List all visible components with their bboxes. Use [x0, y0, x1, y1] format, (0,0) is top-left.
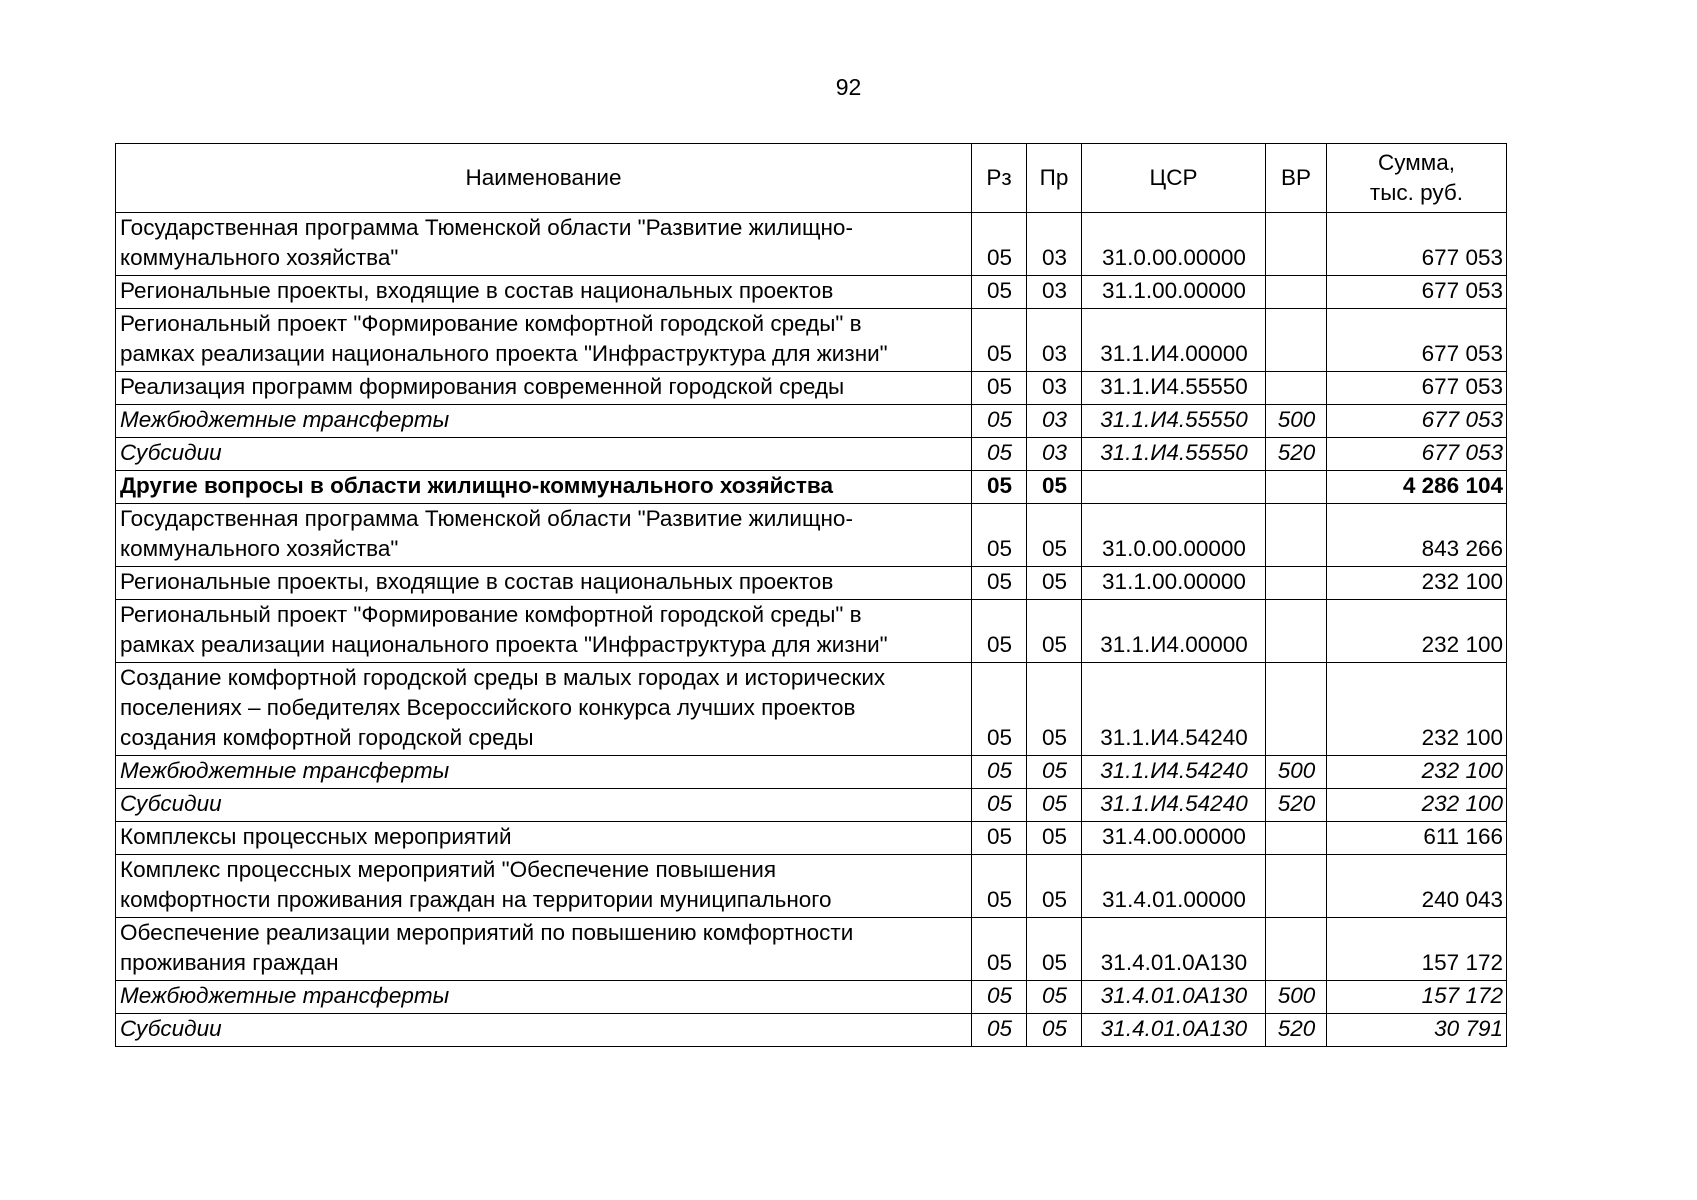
cell-sum: 232 100	[1327, 600, 1507, 663]
cell-sum: 232 100	[1327, 567, 1507, 600]
header-vr: ВР	[1266, 144, 1327, 213]
cell-pr: 05	[1027, 1014, 1082, 1047]
cell-rz: 05	[972, 756, 1027, 789]
cell-sum: 232 100	[1327, 789, 1507, 822]
cell-name-line: Реализация программ формирования современной городской среды	[120, 374, 845, 399]
cell-pr: 05	[1027, 471, 1082, 504]
cell-csr: 31.4.00.00000	[1082, 822, 1266, 855]
cell-vr	[1266, 600, 1327, 663]
cell-name	[116, 213, 972, 276]
cell-sum: 677 053	[1327, 309, 1507, 372]
cell-csr: 31.1.И4.55550	[1082, 405, 1266, 438]
cell-rz: 05	[972, 600, 1027, 663]
cell-name	[116, 567, 972, 600]
cell-name	[116, 504, 972, 567]
cell-rz: 05	[972, 918, 1027, 981]
table-row	[116, 567, 1507, 600]
table-row	[116, 756, 1507, 789]
cell-name-line: поселениях – победителях Всероссийского конкурса лучших проектов	[120, 695, 856, 720]
cell-name-line: Межбюджетные трансферты	[120, 758, 450, 783]
table-row	[116, 981, 1507, 1014]
cell-name	[116, 1014, 972, 1047]
table-body	[116, 213, 1507, 1047]
cell-csr: 31.1.И4.54240	[1082, 663, 1266, 756]
cell-pr: 05	[1027, 855, 1082, 918]
cell-csr: 31.1.И4.55550	[1082, 372, 1266, 405]
cell-csr: 31.1.И4.54240	[1082, 789, 1266, 822]
cell-name-line: Субсидии	[120, 1016, 222, 1041]
header-sum-line2: тыс. руб.	[1369, 180, 1464, 205]
cell-csr: 31.4.01.0А130	[1082, 981, 1266, 1014]
cell-name-line: Межбюджетные трансферты	[120, 407, 450, 432]
cell-pr: 03	[1027, 438, 1082, 471]
cell-csr: 31.4.01.0А130	[1082, 918, 1266, 981]
cell-sum: 677 053	[1327, 438, 1507, 471]
cell-csr: 31.1.И4.55550	[1082, 438, 1266, 471]
table-row	[116, 822, 1507, 855]
cell-vr: 500	[1266, 981, 1327, 1014]
cell-rz: 05	[972, 822, 1027, 855]
cell-rz: 05	[972, 981, 1027, 1014]
cell-sum: 677 053	[1327, 372, 1507, 405]
cell-name-line: Комплексы процессных мероприятий	[120, 824, 512, 849]
table-row	[116, 789, 1507, 822]
cell-name	[116, 663, 972, 756]
cell-name	[116, 438, 972, 471]
cell-name-line: коммунального хозяйства"	[120, 245, 399, 270]
cell-rz: 05	[972, 213, 1027, 276]
cell-name-line: Субсидии	[120, 440, 222, 465]
cell-name-line: создания комфортной городской среды	[120, 725, 534, 750]
cell-sum: 677 053	[1327, 405, 1507, 438]
cell-name-line: Комплекс процессных мероприятий "Обеспечение повышения	[120, 857, 777, 882]
cell-sum: 677 053	[1327, 276, 1507, 309]
cell-name	[116, 822, 972, 855]
cell-rz: 05	[972, 1014, 1027, 1047]
cell-rz: 05	[972, 309, 1027, 372]
table-row	[116, 1014, 1507, 1047]
cell-name	[116, 981, 972, 1014]
cell-rz: 05	[972, 663, 1027, 756]
cell-name-line: Региональные проекты, входящие в состав национальных проектов	[120, 278, 834, 303]
cell-pr: 03	[1027, 405, 1082, 438]
page-number: 92	[835, 74, 862, 100]
cell-name	[116, 756, 972, 789]
cell-name	[116, 405, 972, 438]
cell-csr: 31.4.01.00000	[1082, 855, 1266, 918]
cell-sum: 611 166	[1327, 822, 1507, 855]
cell-vr	[1266, 471, 1327, 504]
cell-name-line: Межбюджетные трансферты	[120, 983, 450, 1008]
cell-name-line: комфортности проживания граждан на территории муниципального	[120, 887, 832, 912]
cell-rz: 05	[972, 855, 1027, 918]
cell-pr: 03	[1027, 213, 1082, 276]
cell-pr: 05	[1027, 567, 1082, 600]
table-row	[116, 663, 1507, 756]
cell-sum: 677 053	[1327, 213, 1507, 276]
table-row	[116, 855, 1507, 918]
cell-rz: 05	[972, 471, 1027, 504]
cell-pr: 05	[1027, 822, 1082, 855]
cell-rz: 05	[972, 276, 1027, 309]
cell-name-line: проживания граждан	[120, 950, 339, 975]
cell-vr	[1266, 822, 1327, 855]
header-sum-line1: Сумма,	[1378, 150, 1455, 175]
cell-sum: 232 100	[1327, 663, 1507, 756]
cell-vr	[1266, 663, 1327, 756]
cell-name	[116, 600, 972, 663]
cell-rz: 05	[972, 372, 1027, 405]
cell-csr: 31.1.И4.00000	[1082, 309, 1266, 372]
table-row	[116, 405, 1507, 438]
cell-csr: 31.0.00.00000	[1082, 213, 1266, 276]
cell-name-line: Другие вопросы в области жилищно-коммунального хозяйства	[120, 473, 833, 498]
cell-sum: 157 172	[1327, 918, 1507, 981]
header-name: Наименование	[116, 144, 972, 213]
table-row	[116, 471, 1507, 504]
cell-name-line: рамках реализации национального проекта "Инфраструктура для жизни"	[120, 632, 888, 657]
cell-name-line: Создание комфортной городской среды в малых городах и исторических	[120, 665, 886, 690]
cell-vr	[1266, 276, 1327, 309]
cell-csr: 31.1.00.00000	[1082, 567, 1266, 600]
cell-name-line: Обеспечение реализации мероприятий по повышению комфортности	[120, 920, 854, 945]
cell-name-line: Государственная программа Тюменской области "Развитие жилищно-	[120, 215, 853, 240]
cell-csr: 31.1.И4.54240	[1082, 756, 1266, 789]
cell-sum: 843 266	[1327, 504, 1507, 567]
cell-pr: 05	[1027, 756, 1082, 789]
cell-name-line: рамках реализации национального проекта "Инфраструктура для жизни"	[120, 341, 888, 366]
cell-pr: 05	[1027, 663, 1082, 756]
header-pr: Пр	[1027, 144, 1082, 213]
cell-vr: 520	[1266, 1014, 1327, 1047]
table-row	[116, 600, 1507, 663]
cell-name-line: Региональный проект "Формирование комфортной городской среды" в	[120, 602, 862, 627]
cell-pr: 03	[1027, 276, 1082, 309]
table-row	[116, 504, 1507, 567]
cell-name	[116, 372, 972, 405]
cell-name-line: Региональные проекты, входящие в состав национальных проектов	[120, 569, 834, 594]
header-csr: ЦСР	[1082, 144, 1266, 213]
cell-csr: 31.1.00.00000	[1082, 276, 1266, 309]
cell-vr	[1266, 567, 1327, 600]
cell-pr: 03	[1027, 309, 1082, 372]
cell-csr: 31.0.00.00000	[1082, 504, 1266, 567]
cell-name-line: Субсидии	[120, 791, 222, 816]
cell-name	[116, 855, 972, 918]
cell-vr	[1266, 855, 1327, 918]
cell-sum: 30 791	[1327, 1014, 1507, 1047]
cell-vr	[1266, 309, 1327, 372]
cell-rz: 05	[972, 504, 1027, 567]
cell-vr	[1266, 504, 1327, 567]
table-row	[116, 213, 1507, 276]
cell-name-line: Региональный проект "Формирование комфортной городской среды" в	[120, 311, 862, 336]
cell-pr: 05	[1027, 918, 1082, 981]
cell-csr: 31.4.01.0А130	[1082, 1014, 1266, 1047]
cell-vr: 500	[1266, 405, 1327, 438]
cell-name	[116, 471, 972, 504]
cell-vr: 520	[1266, 789, 1327, 822]
table-row	[116, 372, 1507, 405]
table-row	[116, 918, 1507, 981]
cell-rz: 05	[972, 567, 1027, 600]
cell-sum: 4 286 104	[1327, 471, 1507, 504]
cell-vr	[1266, 213, 1327, 276]
cell-pr: 05	[1027, 981, 1082, 1014]
table-row	[116, 438, 1507, 471]
cell-vr	[1266, 918, 1327, 981]
cell-vr: 500	[1266, 756, 1327, 789]
cell-pr: 05	[1027, 600, 1082, 663]
table-header-row	[116, 144, 1507, 213]
table-row	[116, 309, 1507, 372]
cell-csr	[1082, 471, 1266, 504]
budget-table	[115, 143, 1507, 1047]
table-row	[116, 276, 1507, 309]
cell-name	[116, 309, 972, 372]
cell-rz: 05	[972, 405, 1027, 438]
cell-rz: 05	[972, 438, 1027, 471]
cell-pr: 03	[1027, 372, 1082, 405]
cell-name-line: Государственная программа Тюменской области "Развитие жилищно-	[120, 506, 853, 531]
header-sum	[1327, 144, 1507, 213]
cell-rz: 05	[972, 789, 1027, 822]
cell-csr: 31.1.И4.00000	[1082, 600, 1266, 663]
cell-pr: 05	[1027, 504, 1082, 567]
cell-sum: 232 100	[1327, 756, 1507, 789]
cell-name	[116, 276, 972, 309]
cell-name-line: коммунального хозяйства"	[120, 536, 399, 561]
cell-sum: 240 043	[1327, 855, 1507, 918]
cell-vr: 520	[1266, 438, 1327, 471]
cell-pr: 05	[1027, 789, 1082, 822]
cell-name	[116, 918, 972, 981]
header-rz: Рз	[972, 144, 1027, 213]
cell-vr	[1266, 372, 1327, 405]
cell-sum: 157 172	[1327, 981, 1507, 1014]
cell-name	[116, 789, 972, 822]
